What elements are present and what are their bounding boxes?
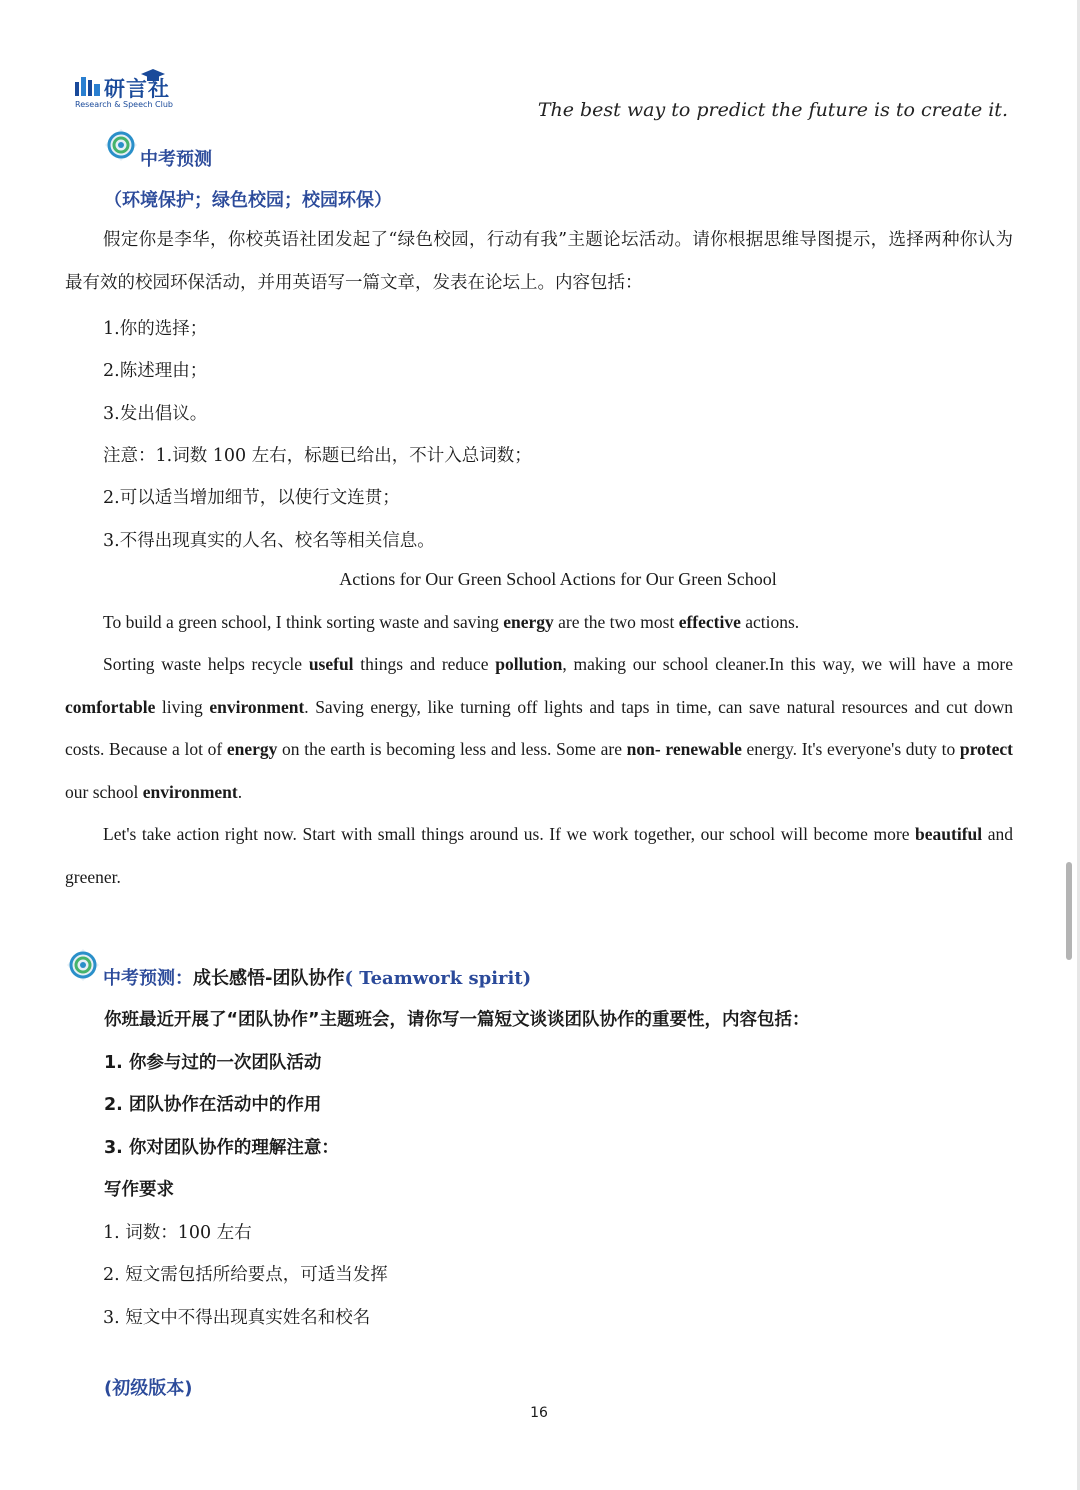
requirement-item: 2. 短文需包括所给要点，可适当发挥 bbox=[103, 1265, 388, 1285]
essay-paragraph-1: To build a green school, I think sorting waste and saving energy are the two most effective actions. bbox=[103, 612, 800, 632]
logo-text: 研言社 bbox=[104, 77, 170, 101]
section2-prompt: 你班最近开展了“团队协作”主题班会，请你写一篇短文谈谈团队协作的重要性，内容包括： bbox=[104, 1010, 810, 1030]
logo-subtitle: Research & Speech Club bbox=[75, 100, 173, 109]
scrollbar[interactable] bbox=[1066, 862, 1072, 960]
note-item: 注意：1.词数 100 左右，标题已给出，不计入总词数； bbox=[103, 446, 532, 466]
target-icon bbox=[104, 128, 138, 162]
list-item: 3. 你对团队协作的理解注意： bbox=[104, 1138, 339, 1158]
section2-heading: 中考预测：成长感悟-团队协作( Teamwork spirit) bbox=[103, 968, 532, 989]
note-item: 3.不得出现真实的人名、校名等相关信息。 bbox=[103, 531, 435, 551]
target-icon bbox=[66, 948, 100, 982]
section-heading: 中考预测 bbox=[140, 149, 212, 170]
essay-title: Actions for Our Green School Actions for Our Green School bbox=[339, 569, 777, 589]
list-item: 1. 你参与过的一次团队活动 bbox=[104, 1053, 322, 1073]
version-label: (初级版本) bbox=[104, 1378, 193, 1399]
header-quote: The best way to predict the future is to create it. bbox=[537, 99, 1008, 121]
list-item: 3.发出倡议。 bbox=[103, 404, 208, 424]
note-item: 2.可以适当增加细节，以使行文连贯； bbox=[103, 488, 400, 508]
book-icon bbox=[74, 74, 104, 100]
list-item: 2. 团队协作在活动中的作用 bbox=[104, 1095, 322, 1115]
requirement-item: 3. 短文中不得出现真实姓名和校名 bbox=[103, 1308, 371, 1328]
page-number: 16 bbox=[530, 1405, 548, 1421]
requirement-item: 1. 词数：100 左右 bbox=[103, 1223, 252, 1243]
essay-paragraph-2: Sorting waste helps recycle useful things and reduce pollution, making our school cleaner.In this way, we will have a more comfortable living environment. Saving energy, like turning off lights and taps in time, can save natural resources and cut down costs. Because a lot of energy on the earth is becoming less and less. Some are non- renewable energy. It's everyone's duty to protect our school environment. bbox=[65, 654, 1013, 802]
list-item: 2.陈述理由； bbox=[103, 361, 208, 381]
essay-paragraph-3: Let's take action right now. Start with small things around us. If we work together, our school will become more beautiful and greener. bbox=[65, 824, 1013, 887]
prompt-paragraph: 假定你是李华，你校英语社团发起了“绿色校园，行动有我”主题论坛活动。请你根据思维导图提示，选择两种你认为最有效的校园环保活动，并用英语写一篇文章，发表在论坛上。内容包括： bbox=[65, 230, 1013, 293]
list-item: 1.你的选择； bbox=[103, 319, 208, 339]
section-topic: （环境保护；绿色校园；校园环保） bbox=[104, 190, 392, 211]
requirements-title: 写作要求 bbox=[104, 1180, 174, 1200]
